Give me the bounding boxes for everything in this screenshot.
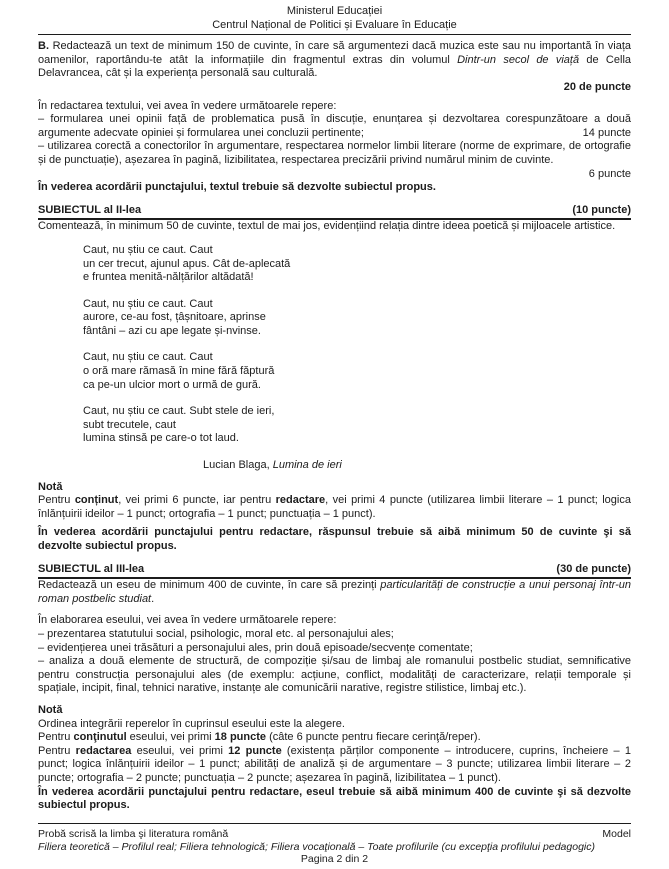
poem-line: Caut, nu știu ce caut. Caut [83,297,213,310]
poem-stanza-2 [83,298,631,339]
poem-line: Caut, nu știu ce caut. Caut [83,351,213,364]
subject-3-bullet-3: – analiza a două elemente de structură, de compoziție și/sau de limbaj ale romanului postbelic studiat, semnificative pentru construcția personajului ales (de exemplu: acțiune, conflict, modalități de caracterizare, relații temporale și spațiale, incipit, final, tehnici narative, instanțe ale comunicării narative, registre stilistice, limbaj etc.). [38,655,631,695]
center-title: Centrul Național de Politici și Evaluare în Educație [212,18,457,31]
poem-line: subt trecutele, caut [83,418,176,431]
subject-3-bullet-1: – prezentarea statutului social, psihologic, moral etc. al personajului ales; [38,627,394,640]
footer-model-label: Model [602,828,631,840]
poem-line: Caut, nu știu ce caut. Caut [83,243,213,256]
part-b-prompt: B. Redactează un text de minimum 150 de cuvinte, în care să argumentezi dacă muzica este sau nu importantă în viața oamenilor, raportându-te atât la informațiile din fragmentul extras din volumul Dintr-un secol de viață de Cella Delavrancea, cât și la experiența personală sau culturală. [38,40,632,80]
subject-2-prompt: Comentează, în minimum 50 de cuvinte, textul de mai jos, evidențiind relația dintre ideea poetică și mijloacele artistice. [38,220,616,233]
footer-exam-name: Probă scrisă la limba şi literatura română [38,828,229,840]
poem-stanza-3 [83,351,631,392]
subject-3-bullet-2: – evidențierea unei trăsături a personajului ales, prin două episoade/secvențe comentate; [38,641,473,654]
page-footer [38,823,631,869]
subject-2-heading [38,204,631,221]
subject-2-nota-label: Notă [38,480,63,493]
poem-line: Caut, nu știu ce caut. Subt stele de ieri, [83,405,275,418]
poem-line: aurore, ce-au fost, țâșnitoare, aprinse [83,311,266,324]
poem [83,244,631,446]
subject-3-heading [38,563,631,580]
subject-3-nota-label: Notă [38,703,63,716]
section-subject-3 [38,563,631,813]
header-divider [38,34,631,35]
part-b-bullet-1-points: 14 puncte [582,126,631,139]
part-b-note: În vederea acordării punctajului, textul trebuie să dezvolte subiectul propus. [38,181,436,194]
subject-3-title: SUBIECTUL al III-lea [38,562,145,575]
subject-3-nota-line-2: Pentru conţinutul eseului, vei primi 18 puncte (câte 6 puncte pentru fiecare cerinţă/reper). [38,731,481,744]
subject-3-nota-line-1: Ordinea integrării reperelor în cuprinsul eseului este la alegere. [38,717,345,730]
part-b-bullet-2-points: 6 puncte [588,167,631,180]
subject-3-note: În vederea acordării punctajului pentru redactare, eseul trebuie să aibă minimum 400 de cuvinte şi să dezvolte subiectul propus. [38,785,631,812]
poem-line: o oră mare rămasă în mine fără făptură [83,365,275,378]
section-part-b [38,40,631,195]
section-subject-2 [38,204,631,554]
ministry-title: Ministerul Educației [286,5,383,17]
poem-attribution: Lucian Blaga, Lumina de ieri [203,459,342,472]
subject-3-points: (30 de puncte) [556,562,631,575]
part-b-bullet-2: – utilizarea corectă a conectorilor în argumentare, respectarea normelor limbii literare (norme de exprimare, de ortografie și de punctuație), așezarea în pagină, lizibilitatea, respectarea precizării privind numărul minim de cuvinte. [38,140,631,166]
subject-2-note: În vederea acordării punctajului pentru redactare, răspunsul trebuie să aibă minimum 50 de cuvinte şi să dezvolte subiectul propus. [38,526,631,552]
poem-line: ca pe-un ulcior mort o urmă de gură. [83,378,261,391]
poem-line: e fruntea menită-nălțărilor altădată! [83,271,254,284]
part-b-points: 20 de puncte [563,80,631,93]
subject-3-prompt: Redactează un eseu de minimum 400 de cuvinte, în care să prezinți particularități de construcție a unui personaj într-un roman postbelic studiat. [38,579,631,605]
poem-line: fântâni – azi cu ape legate și-nvinse. [83,324,261,337]
part-b-bullet-1 [38,113,631,140]
page-header [38,5,631,35]
footer-page-number: Pagina 2 din 2 [300,853,369,865]
poem-stanza-1 [83,244,631,285]
footer-row [38,828,631,841]
footer-filiera: Filiera teoretică – Profilul real; Filiera tehnologică; Filiera vocaţională – Toate profilurile (cu excepţia profilului pedagogic) [38,840,595,853]
poem-stanza-4 [83,405,631,446]
subject-3-repere-intro: În elaborarea eseului, vei avea în vedere următoarele repere: [38,614,337,627]
subject-2-title: SUBIECTUL al II-lea [38,203,142,216]
subject-3-nota-line-3: Pentru redactarea eseului, vei primi 12 puncte (existența părților componente – introducere, cuprins, încheiere – 1 punct; logica înlănțuirii ideilor – 1 punct; abilități de analiză și de argumentare – 3 puncte; utilizarea limbii literare – 2 puncte; ortografia – 2 puncte; punctuația – 2 puncte; așezarea în pagină, lizibilitatea – 1 punct). [38,744,631,784]
poem-line: lumina stinsă pe care-o tot laud. [83,432,239,445]
subject-2-points: (10 puncte) [572,203,631,216]
part-b-bullet-1-text: – formularea unei opinii față de problematica pusă în discuție, enunțarea și dezvoltarea corespunzătoare a două argumente adecvate opiniei și formularea unei concluzii pertinente; [38,113,631,139]
poem-line: un cer trecut, ajunul apus. Cât de-aplecată [83,257,291,270]
part-b-repere-intro: În redactarea textului, vei avea în vedere următoarele repere: [38,99,337,112]
subject-2-nota: Pentru conținut, vei primi 6 puncte, iar pentru redactare, vei primi 4 puncte (utilizarea limbii literare – 1 punct; logica înlănțuirii ideilor – 1 punct; ortografia – 1 punct; punctuația – 1 punct). [38,494,631,520]
